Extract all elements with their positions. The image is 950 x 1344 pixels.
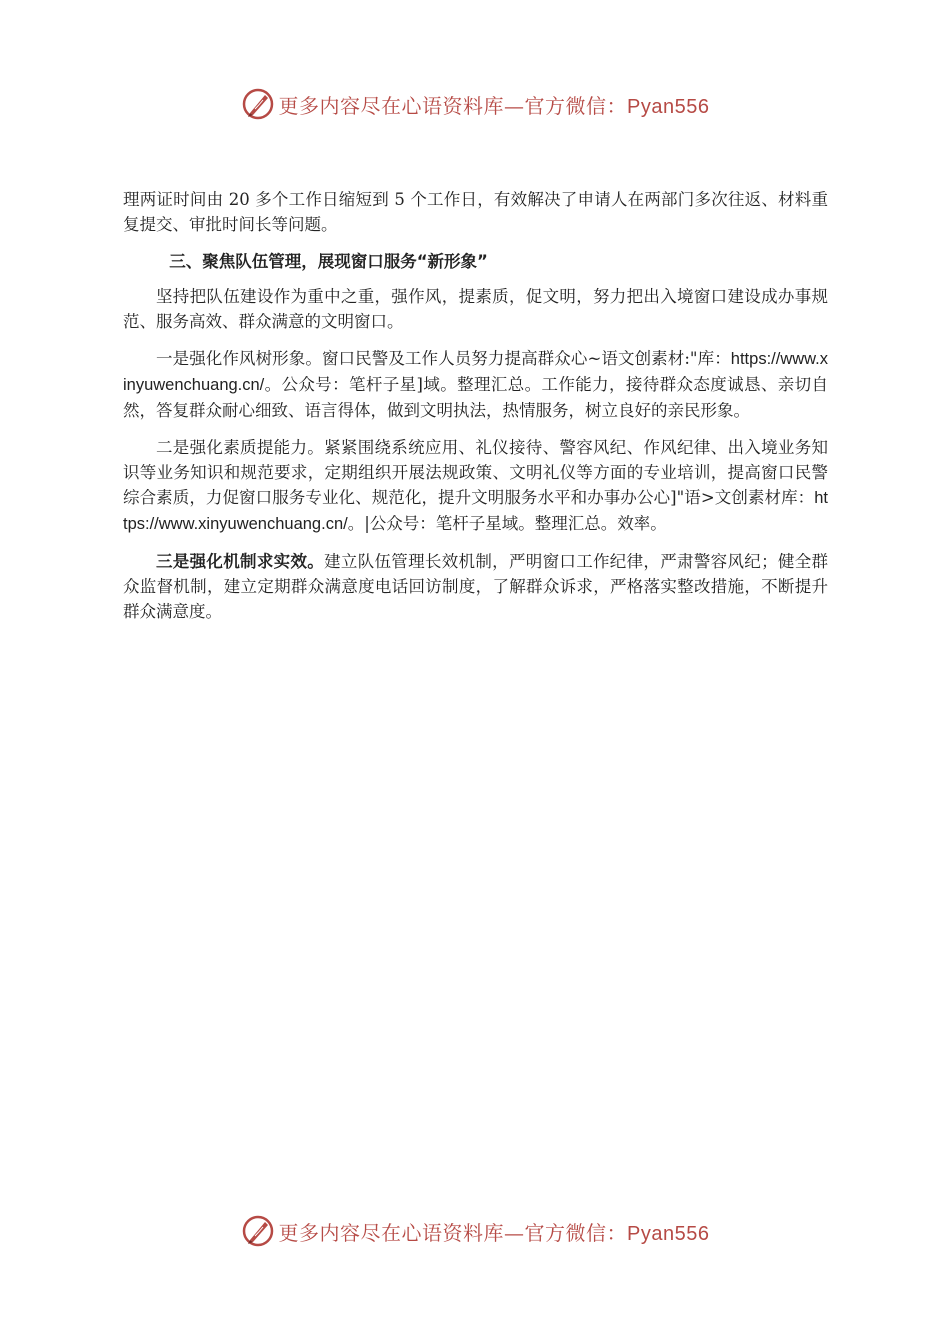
website-link[interactable]: https://www.xinyuwenchuang.cn/ <box>123 350 828 394</box>
pen-logo-icon <box>241 1214 275 1248</box>
paragraph-text: 。|公众号：笔杆子星域。整理汇总。效率。 <box>347 514 667 533</box>
website-link[interactable]: https://www.xinyuwenchuang.cn/ <box>123 489 828 533</box>
paragraph-text: 二是强化素质提能力。紧紧围绕系统应用、礼仪接待、警容风纪、作风纪律、出入境业务知识等业务知识和规范要求，定期组织开展法规政策、文明礼仪等方面的专业培训，提高窗口民警综合素质，力促窗口服务专业化、规范化，提升文明服务水平和办事办公心]"语>文创素材库： <box>123 438 828 507</box>
paragraph-text: 。公众号：笔杆子星]域。整理汇总。工作能力，接待群众态度诚恳、亲切自然，答复群众耐心细致、语言得体，做到文明执法，热情服务，树立良好的亲民形象。 <box>123 375 828 420</box>
footer-banner-text: 更多内容尽在心语资料库—官方微信：Pyan556 <box>278 1220 710 1245</box>
header-banner <box>0 84 950 124</box>
paragraph-continuation: 理两证时间由 20 多个工作日缩短到 5 个工作日，有效解决了申请人在两部门多次往返、材料重复提交、审批时间长等问题。 <box>123 190 828 234</box>
paragraph-mechanism <box>123 549 828 624</box>
paragraph-text: 一是强化作风树形象。窗口民警及工作人员努力提高群众心~语文创素材:"库： <box>156 349 731 368</box>
paragraph-style-image <box>123 346 828 423</box>
header-banner-text: 更多内容尽在心语资料库—官方微信：Pyan556 <box>278 93 710 118</box>
document-body <box>123 187 828 636</box>
pen-logo-icon <box>241 87 275 121</box>
footer-banner <box>0 1211 950 1251</box>
paragraph-lead: 三是强化机制求实效。 <box>156 552 325 571</box>
paragraph-team-building: 坚持把队伍建设作为重中之重，强作风，提素质，促文明，努力把出入境窗口建设成办事规范、服务高效、群众满意的文明窗口。 <box>123 287 828 331</box>
paragraph-text: 建立队伍管理长效机制，严明窗口工作纪律，严肃警容风纪；健全群众监督机制，建立定期群众满意度电话回访制度，了解群众诉求，严格落实整改措施，不断提升群众满意度。 <box>123 552 829 621</box>
section-heading-3: 三、聚焦队伍管理，展现窗口服务“新形象” <box>169 252 488 271</box>
paragraph-quality-ability <box>123 435 828 537</box>
